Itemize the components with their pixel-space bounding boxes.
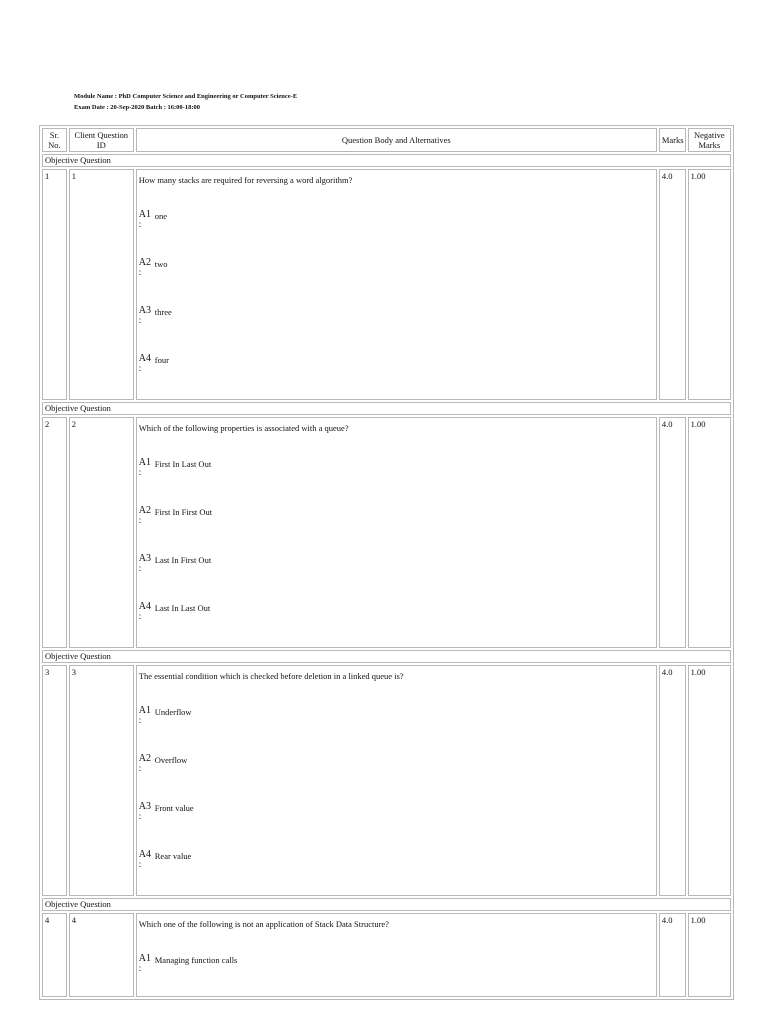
alternative-label-colon: : <box>138 715 142 725</box>
alternative-label-text: A2 <box>138 753 151 764</box>
alternative-label-text: A1 <box>138 209 151 220</box>
alternative-label-colon: : <box>138 219 142 229</box>
alternative <box>139 300 654 324</box>
alternative-text: Managing function calls <box>154 955 238 965</box>
question-text: Which one of the following is not an application of Stack Data Structure? <box>138 919 389 929</box>
alternative <box>139 348 654 372</box>
column-header-client-id <box>69 128 134 152</box>
alternative-label-text: A4 <box>138 849 151 860</box>
section-row <box>42 154 731 167</box>
question-negative-marks: 1.00 <box>688 913 731 997</box>
question-marks: 4.0 <box>659 169 686 400</box>
question-sr-no: 4 <box>42 913 67 997</box>
alternative-label <box>139 602 155 620</box>
alternative <box>139 844 654 868</box>
alternative-label-colon: : <box>138 763 142 773</box>
alternative-text: one <box>154 211 168 221</box>
alternative-label <box>139 754 155 772</box>
question-client-id: 2 <box>69 417 134 648</box>
section-label: Objective Question <box>42 402 731 415</box>
question-text: The essential condition which is checked before deletion in a linked queue is? <box>138 671 404 681</box>
module-name: Module Name : PhD Computer Science and Engineering or Computer Science-E <box>74 93 298 100</box>
alternative-label-colon: : <box>138 515 142 525</box>
question-row <box>42 417 731 648</box>
alternative-label-colon: : <box>138 267 142 277</box>
section-row <box>42 402 731 415</box>
question-client-id: 3 <box>69 665 134 896</box>
question-row <box>42 665 731 896</box>
question-negative-marks: 1.00 <box>688 169 731 400</box>
section-label: Objective Question <box>42 154 731 167</box>
question-body-cell <box>136 417 657 648</box>
column-header-marks: Marks <box>659 128 686 152</box>
column-header-client-id-label: Client Question ID <box>74 130 129 150</box>
alternative-label <box>139 554 155 572</box>
question-client-id: 1 <box>69 169 134 400</box>
alternative-text: three <box>154 307 172 317</box>
exam-date-batch: Exam Date : 20-Sep-2020 Batch : 16:00-18:00 <box>74 104 201 111</box>
alternative-text: Rear value <box>154 851 192 861</box>
question-body-cell <box>136 665 657 896</box>
alternative <box>139 596 654 620</box>
alternative-label-text: A2 <box>138 257 151 268</box>
alternative-label <box>139 706 155 724</box>
alternative <box>139 252 654 276</box>
question-text: Which of the following properties is associated with a queue? <box>138 423 349 433</box>
question-marks: 4.0 <box>659 665 686 896</box>
question-negative-marks: 1.00 <box>688 665 731 896</box>
alternative <box>139 700 654 724</box>
alternative-label-text: A1 <box>138 705 151 716</box>
section-row <box>42 650 731 663</box>
alternative-label <box>139 354 155 372</box>
alternative-text: four <box>154 355 169 365</box>
section-label: Objective Question <box>42 650 731 663</box>
alternative-text: Last In Last Out <box>154 603 211 613</box>
alternative-label <box>139 954 155 972</box>
alternative <box>139 204 654 228</box>
alternative-label-text: A4 <box>138 353 151 364</box>
alternative <box>139 500 654 524</box>
alternative-label-colon: : <box>138 611 142 621</box>
alternative-label <box>139 506 155 524</box>
alternative-label <box>139 306 155 324</box>
alternative-text: Last In First Out <box>154 555 212 565</box>
alternative-label-colon: : <box>138 859 142 869</box>
alternative-label-colon: : <box>138 563 142 573</box>
alternative-label-colon: : <box>138 467 142 477</box>
alternative-label <box>139 210 155 228</box>
question-client-id: 4 <box>69 913 134 997</box>
alternative <box>139 452 654 476</box>
alternative-label-text: A3 <box>138 305 151 316</box>
alternative-label <box>139 258 155 276</box>
question-marks: 4.0 <box>659 913 686 997</box>
alternative-label-text: A1 <box>138 953 151 964</box>
alternative <box>139 948 654 972</box>
alternative-label <box>139 458 155 476</box>
alternative-text: Underflow <box>154 707 192 717</box>
alternative-label-text: A4 <box>138 601 151 612</box>
alternative-label-text: A3 <box>138 553 151 564</box>
alternative <box>139 796 654 820</box>
column-header-negative-marks-label: Negative Marks <box>693 130 725 150</box>
alternative-text: First In First Out <box>154 507 213 517</box>
question-body-cell <box>136 913 657 997</box>
alternative-text: two <box>154 259 168 269</box>
table-header-row <box>42 128 731 152</box>
alternative-text: First In Last Out <box>154 459 212 469</box>
column-header-sr-no <box>42 128 67 152</box>
alternative-label-text: A1 <box>138 457 151 468</box>
column-header-sr-no-label: Sr. No. <box>48 130 61 150</box>
question-sr-no: 1 <box>42 169 67 400</box>
alternative-label <box>139 850 155 868</box>
question-row <box>42 169 731 400</box>
question-marks: 4.0 <box>659 417 686 648</box>
section-label: Objective Question <box>42 898 731 911</box>
question-text: How many stacks are required for reversing a word algorithm? <box>138 175 353 185</box>
alternative-label-colon: : <box>138 811 142 821</box>
alternative <box>139 548 654 572</box>
question-sr-no: 2 <box>42 417 67 648</box>
alternative-label-text: A3 <box>138 801 151 812</box>
alternative-text: Front value <box>154 803 194 813</box>
question-negative-marks: 1.00 <box>688 417 731 648</box>
question-table <box>39 125 734 1000</box>
question-sr-no: 3 <box>42 665 67 896</box>
question-row <box>42 913 731 997</box>
alternative-text: Overflow <box>154 755 188 765</box>
alternative-label <box>139 802 155 820</box>
section-row <box>42 898 731 911</box>
alternative-label-text: A2 <box>138 505 151 516</box>
alternative-label-colon: : <box>138 363 142 373</box>
alternative <box>139 748 654 772</box>
question-body-cell <box>136 169 657 400</box>
column-header-question-body: Question Body and Alternatives <box>136 128 657 152</box>
alternative-label-colon: : <box>138 315 142 325</box>
column-header-negative-marks <box>688 128 731 152</box>
alternative-label-colon: : <box>138 963 142 973</box>
